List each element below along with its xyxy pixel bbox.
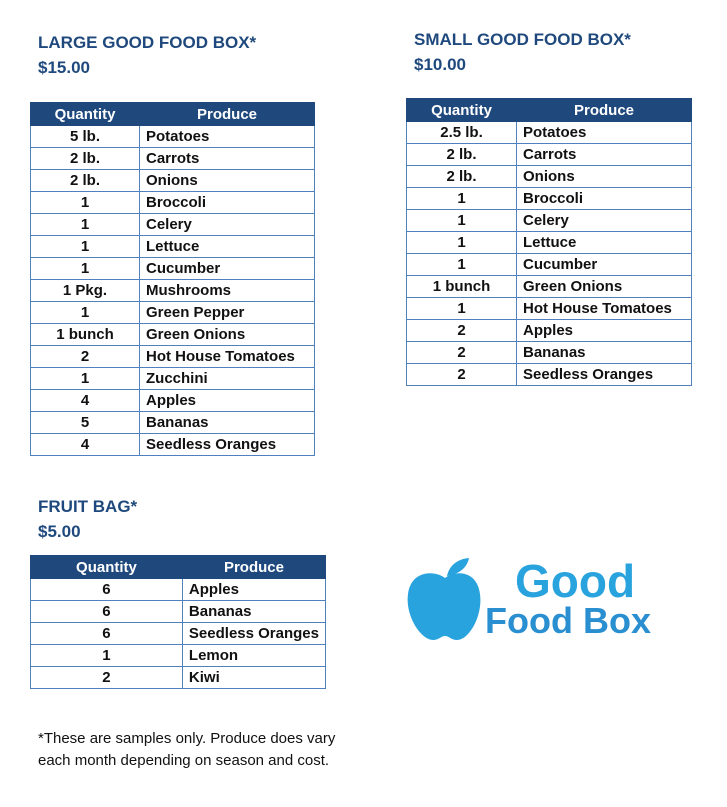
table-row — [407, 254, 692, 276]
produce-header: Produce — [517, 99, 692, 122]
produce-header: Produce — [182, 556, 325, 579]
quantity-header: Quantity — [407, 99, 517, 122]
quantity-cell: 1 — [31, 258, 140, 280]
produce-cell: Broccoli — [140, 192, 315, 214]
produce-cell: Seedless Oranges — [140, 434, 315, 456]
quantity-cell: 1 — [31, 192, 140, 214]
quantity-cell: 1 — [407, 298, 517, 320]
quantity-cell: 1 — [31, 645, 183, 667]
table-row — [407, 298, 692, 320]
produce-cell: Bananas — [182, 601, 325, 623]
produce-cell: Green Onions — [517, 276, 692, 298]
table-row — [407, 166, 692, 188]
table-row — [31, 258, 315, 280]
quantity-cell: 4 — [31, 434, 140, 456]
large-box-heading — [38, 30, 256, 80]
table-row — [31, 346, 315, 368]
produce-cell: Apples — [140, 390, 315, 412]
quantity-cell: 1 — [407, 210, 517, 232]
quantity-cell: 2 — [407, 320, 517, 342]
produce-cell: Bananas — [517, 342, 692, 364]
quantity-cell: 5 — [31, 412, 140, 434]
table-row — [407, 342, 692, 364]
good-food-box-logo — [405, 556, 685, 646]
quantity-cell: 1 — [31, 236, 140, 258]
table-row — [31, 214, 315, 236]
quantity-cell: 2 lb. — [407, 144, 517, 166]
produce-cell: Lettuce — [140, 236, 315, 258]
large-box-title: LARGE GOOD FOOD BOX* — [38, 33, 257, 52]
table-row — [31, 302, 315, 324]
quantity-cell: 6 — [31, 579, 183, 601]
table-row — [31, 601, 326, 623]
fruit-bag-heading — [38, 494, 137, 544]
small-box-title: SMALL GOOD FOOD BOX* — [414, 30, 631, 49]
table-header-row — [407, 99, 692, 122]
quantity-cell: 4 — [31, 390, 140, 412]
logo-line-1: Good — [515, 555, 636, 607]
produce-cell: Hot House Tomatoes — [517, 298, 692, 320]
logo-line-2: Food Box — [485, 600, 651, 641]
quantity-cell: 1 — [31, 302, 140, 324]
produce-cell: Hot House Tomatoes — [140, 346, 315, 368]
quantity-cell: 6 — [31, 601, 183, 623]
quantity-cell: 2 lb. — [31, 170, 140, 192]
table-row — [407, 122, 692, 144]
produce-cell: Kiwi — [182, 667, 325, 689]
produce-cell: Apples — [517, 320, 692, 342]
table-row — [31, 434, 315, 456]
produce-cell: Seedless Oranges — [182, 623, 325, 645]
quantity-cell: 5 lb. — [31, 126, 140, 148]
produce-cell: Zucchini — [140, 368, 315, 390]
table-row — [31, 645, 326, 667]
table-row — [407, 276, 692, 298]
produce-cell: Green Onions — [140, 324, 315, 346]
table-row — [31, 623, 326, 645]
quantity-cell: 2 lb. — [407, 166, 517, 188]
small-box-price: $10.00 — [414, 55, 466, 74]
quantity-cell: 2 lb. — [31, 148, 140, 170]
quantity-cell: 2 — [407, 364, 517, 386]
produce-cell: Lettuce — [517, 232, 692, 254]
footnote: *These are samples only. Produce does vary each month depending on season and cost. — [38, 730, 336, 769]
small-box-heading — [414, 27, 631, 77]
produce-cell: Cucumber — [517, 254, 692, 276]
large-box-price: $15.00 — [38, 58, 90, 77]
small-box-table — [406, 98, 692, 386]
quantity-cell: 1 Pkg. — [31, 280, 140, 302]
table-row — [31, 324, 315, 346]
table-row — [31, 412, 315, 434]
table-header-row — [31, 103, 315, 126]
produce-cell: Green Pepper — [140, 302, 315, 324]
produce-cell: Celery — [140, 214, 315, 236]
table-row — [31, 390, 315, 412]
table-row — [407, 232, 692, 254]
table-row — [31, 192, 315, 214]
table-row — [31, 579, 326, 601]
fruit-bag-title: FRUIT BAG* — [38, 497, 138, 516]
table-row — [31, 280, 315, 302]
table-row — [31, 368, 315, 390]
table-row — [407, 188, 692, 210]
quantity-header: Quantity — [31, 103, 140, 126]
produce-cell: Potatoes — [517, 122, 692, 144]
quantity-cell: 2.5 lb. — [407, 122, 517, 144]
table-row — [31, 170, 315, 192]
table-row — [31, 126, 315, 148]
fruit-bag-price: $5.00 — [38, 522, 81, 541]
produce-cell: Celery — [517, 210, 692, 232]
quantity-cell: 2 — [407, 342, 517, 364]
table-row — [407, 144, 692, 166]
quantity-cell: 1 bunch — [31, 324, 140, 346]
produce-cell: Seedless Oranges — [517, 364, 692, 386]
produce-cell: Apples — [182, 579, 325, 601]
produce-cell: Bananas — [140, 412, 315, 434]
quantity-cell: 1 — [31, 368, 140, 390]
table-row — [31, 667, 326, 689]
quantity-cell: 2 — [31, 346, 140, 368]
table-row — [31, 148, 315, 170]
quantity-header: Quantity — [31, 556, 183, 579]
produce-cell: Broccoli — [517, 188, 692, 210]
quantity-cell: 1 — [31, 214, 140, 236]
quantity-cell: 1 — [407, 254, 517, 276]
produce-cell: Lemon — [182, 645, 325, 667]
table-row — [407, 320, 692, 342]
table-row — [407, 210, 692, 232]
quantity-cell: 2 — [31, 667, 183, 689]
produce-cell: Onions — [140, 170, 315, 192]
quantity-cell: 1 bunch — [407, 276, 517, 298]
produce-cell: Cucumber — [140, 258, 315, 280]
produce-cell: Mushrooms — [140, 280, 315, 302]
quantity-cell: 1 — [407, 188, 517, 210]
produce-cell: Carrots — [517, 144, 692, 166]
table-row — [31, 236, 315, 258]
table-header-row — [31, 556, 326, 579]
table-row — [407, 364, 692, 386]
produce-cell: Potatoes — [140, 126, 315, 148]
quantity-cell: 6 — [31, 623, 183, 645]
quantity-cell: 1 — [407, 232, 517, 254]
large-box-table — [30, 102, 315, 456]
produce-cell: Carrots — [140, 148, 315, 170]
fruit-bag-table — [30, 555, 326, 689]
produce-cell: Onions — [517, 166, 692, 188]
apple-icon — [405, 556, 487, 646]
produce-header: Produce — [140, 103, 315, 126]
